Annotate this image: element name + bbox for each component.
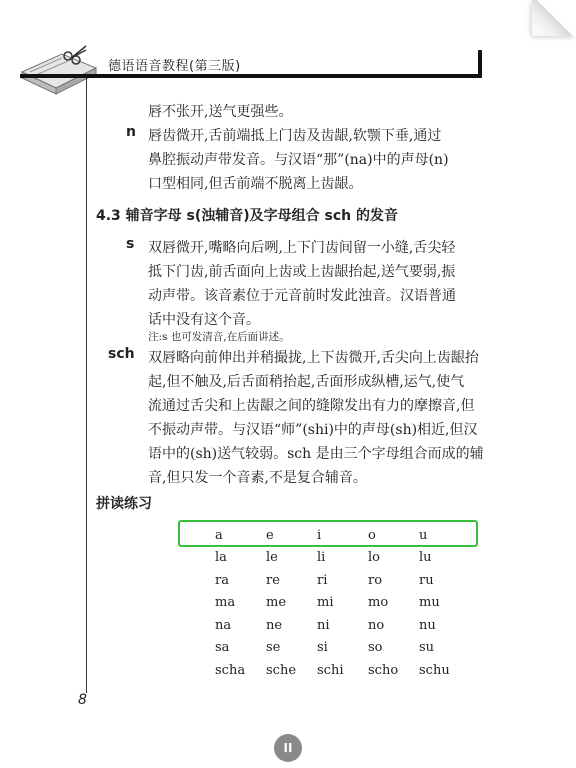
syllable-cell[interactable]: ro [368,572,383,588]
syllable-cell[interactable]: re [266,572,280,588]
sch-line: 流通过舌尖和上齿龈之间的缝隙发出有力的摩擦音,但 [148,398,475,414]
syllable-cell[interactable]: e [266,527,274,543]
header-rule [20,74,480,78]
n-line: 口型相同,但舌前端不脱离上齿龈。 [148,176,363,192]
syllable-cell[interactable]: mi [317,595,334,611]
syllable-cell[interactable]: si [317,640,328,656]
s-line: 话中没有这个音。 [148,312,260,328]
syllable-cell[interactable]: lu [419,550,432,566]
practice-row[interactable] [215,637,470,660]
syllable-cell[interactable]: ri [317,572,328,588]
header-title: 德语语音教程(第三版) [108,59,241,74]
sch-line: 起,但不触及,后舌面稍抬起,舌面形成纵槽,运气,使气 [148,374,465,390]
sch-label: sch [108,346,135,362]
practice-row[interactable] [215,569,470,592]
page-number: 8 [78,692,87,708]
n-line: 鼻腔振动声带发音。与汉语“那”(na)中的声母(n) [148,152,449,168]
practice-row[interactable] [215,547,470,570]
syllable-cell[interactable]: a [215,527,223,543]
practice-row[interactable] [215,614,470,637]
syllable-cell[interactable]: scho [368,662,399,678]
syllable-cell[interactable]: su [419,640,435,656]
s-line: 双唇微开,嘴略向后咧,上下门齿间留一小缝,舌尖轻 [148,240,456,256]
syllable-cell[interactable]: nu [419,617,436,633]
intro-continued-line: 唇不张开,送气更强些。 [148,104,293,120]
s-description [148,236,488,332]
syllable-cell[interactable]: so [368,640,383,656]
syllable-cell[interactable]: u [419,527,428,543]
syllable-cell[interactable]: i [317,527,322,543]
syllable-cell[interactable]: le [266,550,278,566]
sch-description [148,346,488,490]
syllable-cell[interactable]: schi [317,662,344,678]
practice-row[interactable] [215,524,470,547]
s-line: 抵下门齿,前舌面向上齿或上齿龈抬起,送气要弱,振 [148,264,456,280]
sch-line: 不振动声带。与汉语“师”(shi)中的声母(sh)相近,但汉 [148,422,478,438]
sch-line: 双唇略向前伸出并稍撮拢,上下齿微开,舌尖向上齿龈抬 [148,350,479,366]
s-label: s [126,236,135,252]
book-scissors-icon [16,44,102,98]
syllable-cell[interactable]: ru [419,572,434,588]
syllable-cell[interactable]: o [368,527,376,543]
syllable-cell[interactable]: no [368,617,385,633]
syllable-cell[interactable]: ni [317,617,330,633]
practice-title: 拼读练习 [96,496,152,512]
page-curl-corner[interactable] [532,0,576,36]
syllable-cell[interactable]: mo [368,595,389,611]
sch-line: 音,但只发一个音素,不是复合辅音。 [148,470,367,486]
s-line: 动声带。该音素位于元音前时发此浊音。汉语普通 [148,288,456,304]
margin-rule [86,78,87,693]
sch-line: 语中的(sh)送气较弱。sch 是由三个字母组合而成的辅 [148,446,484,462]
syllable-cell[interactable]: li [317,550,326,566]
n-description [148,124,488,196]
syllable-cell[interactable]: lo [368,550,380,566]
syllable-cell[interactable]: sa [215,640,230,656]
syllable-cell[interactable]: me [266,595,287,611]
syllable-cell[interactable]: mu [419,595,440,611]
syllable-cell[interactable]: ra [215,572,229,588]
syllable-cell[interactable]: schu [419,662,450,678]
practice-grid [215,524,470,682]
syllable-cell[interactable]: ne [266,617,283,633]
syllable-cell[interactable]: se [266,640,281,656]
syllable-cell[interactable]: sche [266,662,297,678]
n-label: n [126,124,136,140]
pause-button[interactable]: II [274,734,302,762]
n-line: 唇齿微开,舌前端抵上门齿及齿龈,软颚下垂,通过 [148,128,442,144]
syllable-cell[interactable]: na [215,617,232,633]
syllable-cell[interactable]: ma [215,595,236,611]
syllable-cell[interactable]: scha [215,662,246,678]
header-rule-end [478,50,482,78]
s-note: 注:s 也可发清音,在后面讲述。 [148,331,290,343]
practice-row[interactable] [215,592,470,615]
practice-row[interactable] [215,659,470,682]
section-title: 4.3 辅音字母 s(浊辅音)及字母组合 sch 的发音 [96,208,399,224]
syllable-cell[interactable]: la [215,550,227,566]
